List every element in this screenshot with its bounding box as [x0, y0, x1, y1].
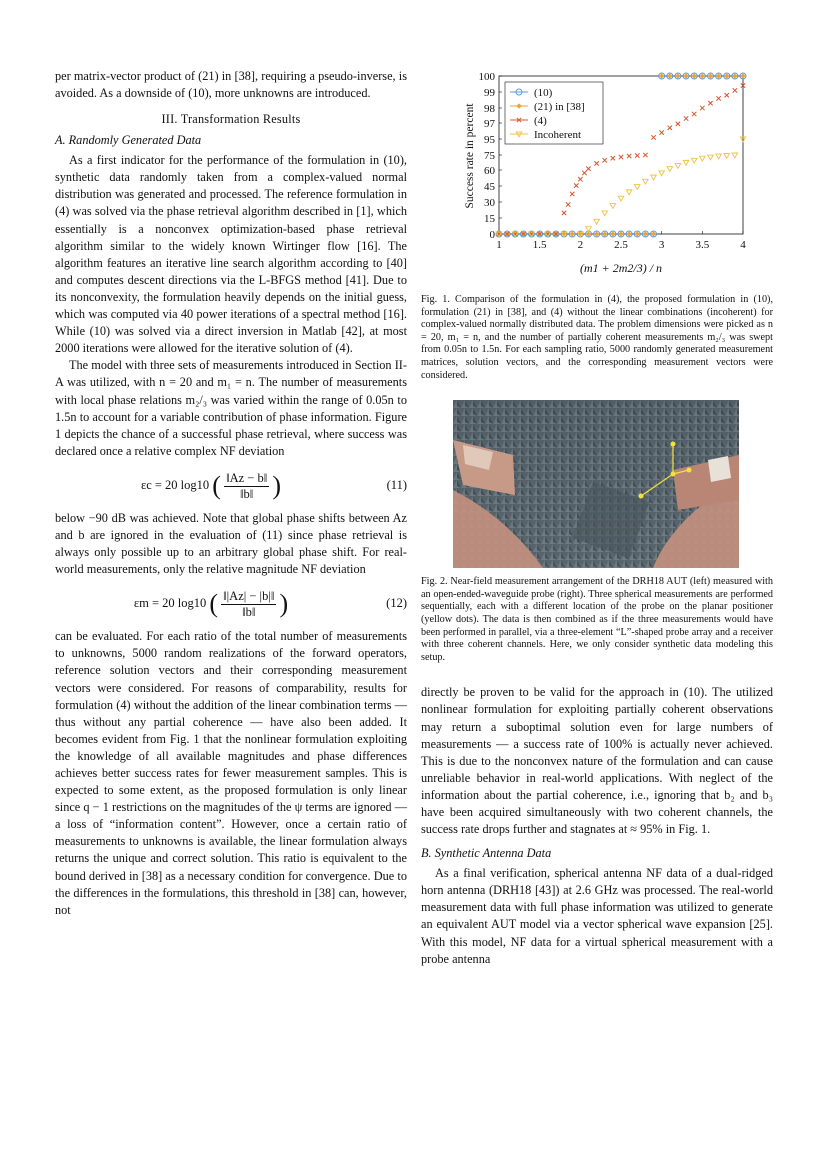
section-title: III. Transformation Results	[161, 112, 301, 127]
data-point	[574, 183, 578, 187]
paragraph-b0: directly be proven to be valid for the approach in (10). The utilized nonlinear formulation for exploiting partially coherent observations may return a suboptimal solution even for large numbers of measurements — a success rate of 100% is actually never achieved. This is due to the nonconvex nature of the formulation and can cause unreliable behavior in real-world applications. With neglect of the information about the partial coherence, i.e., ignoring that b₂ and b₃ have been acquired simultaneously with two coherent channels, the success rate drops further and stagnates at ≈ 95% in Fig. 1.	[421, 685, 773, 837]
equation-12-label: (12)	[386, 596, 407, 611]
data-point	[725, 74, 729, 78]
data-point	[618, 196, 624, 201]
equation-11-label: (11)	[386, 477, 407, 492]
data-point	[578, 177, 582, 181]
figure-1-caption: Fig. 1. Comparison of the formulation in (4), the proposed formulation in (10), formulation (21) in [38], and (4) without the linear combinations (incoherent) for complex-valued normally distributed data. The problem dimensions were picked as n = 20, m₁ = n, and the number of partially coherent measurements m₂/₃ was swept from 0.05n to 1.5n. For each sampling ratio, 5000 randomly generated measurement matrices, solution vectors, and the corresponding measurement vectors were considered.	[421, 294, 773, 381]
data-point	[733, 74, 737, 78]
data-point	[582, 171, 586, 175]
x-tick-label: 4	[740, 239, 746, 251]
data-point	[716, 154, 722, 159]
x-tick-label: 3	[658, 239, 665, 251]
data-point	[692, 112, 696, 116]
paragraph-a4: can be evaluated. For each ratio of the total number of measurements to unknowns, 5000 random realizations of the forward operators, reference solution vectors and their corresponding measurement vectors were considered. For reasons of comparability, results for formulation (4) without the addition of the linear combination terms — thus without any partial coherence — have also been added. It becomes evident from Fig. 1 that the nonlinear formulation exploiting the knowledge of all available magnitudes and phase differences achieves better success rates for fewer measurement samples. This is expected to some extent, as the proposed formulation is only linear since q − 1 restrictions on the magnitudes of the ψ terms are ignored — a loss of “information content”. However, once a certain ratio of measurements to unknowns is available, the linear formulation always returns the unique and correct solution. This ratio is equivalent to the bound derived in [38] as a necessary condition for convergence. Due to the differences in the formulations, this threshold in [38] can, however, not	[55, 629, 407, 917]
y-tick-label: 97	[484, 118, 495, 130]
y-tick-label: 15	[484, 213, 495, 225]
data-point	[725, 93, 729, 97]
subsection-title-b: B. Synthetic Antenna Data	[421, 846, 552, 861]
data-point	[586, 227, 592, 232]
equation-12-numerator: ‖|Az| − |b|‖	[223, 588, 275, 603]
data-point	[570, 232, 574, 236]
left-column	[55, 68, 407, 919]
data-point	[675, 164, 681, 169]
data-point	[603, 232, 607, 236]
y-tick-label: 60	[484, 165, 495, 177]
data-point	[619, 232, 623, 236]
subsection-title-a: A. Randomly Generated Data	[55, 133, 202, 148]
data-point	[684, 74, 688, 78]
y-tick-label: 99	[484, 87, 495, 99]
paragraph-a3: below −90 dB was achieved. Note that global phase shifts between Az and b are ignored in the evaluation of (11) since phase retrieval is always only possible up to an arbitrary global phase shift. For real-world measurements, only the relative magnitude NF deviation	[55, 510, 407, 577]
data-point	[594, 232, 598, 236]
data-point	[635, 232, 639, 236]
data-point	[562, 211, 566, 215]
y-tick-label: 98	[484, 103, 495, 115]
data-point	[716, 96, 720, 100]
data-point	[643, 232, 647, 236]
paragraph-a2: The model with three sets of measurements introduced in Section II-A was utilized, with n = 20 and m₁ = n. The number of measurements with local phase relations m₂/₃ was varied within the range of 0.05n to 1.5n to account for a variable contribution of phase information. Figure 1 depicts the chance of a successful phase retrieval, where success was declared once a relative complex NF deviation	[55, 358, 407, 458]
data-point	[668, 74, 672, 78]
data-point	[700, 156, 706, 161]
data-point	[594, 219, 600, 224]
x-tick-label: 1	[496, 239, 502, 251]
data-point	[708, 74, 712, 78]
equation-12: εm = 20 log10 ( $\frac{‖|Az| - |b|‖}{‖b‖}$ ) (12)	[55, 578, 407, 628]
x-axis-label: (m1 + 2m2/3) / n	[579, 261, 663, 275]
anechoic-chamber-photo	[453, 400, 739, 568]
legend-label: (4)	[534, 115, 547, 127]
data-point	[634, 185, 640, 190]
paragraph-intro: per matrix-vector product of (21) in [38], requiring a pseudo-inverse, is avoided. As a downside of (10), more unknowns are introduced.	[55, 69, 407, 101]
y-tick-label: 95	[484, 134, 495, 146]
equation-11-denominator: ‖b‖	[240, 486, 254, 501]
y-tick-label: 30	[484, 197, 495, 209]
data-point	[610, 204, 616, 209]
data-point	[668, 126, 672, 130]
figure-2-caption: Fig. 2. Near-field measurement arrangement of the DRH18 AUT (left) measured with an open-ended-waveguide probe (right). Three spherical measurements are performed sequentially, each with a different location of the probe on the planar positioner (yellow dots). The data is then combined as if the three measurements would have been performed in parallel, via a three-element “L”-shaped probe array and a receiver with three coherent channels. Here, we only consider synthetic data modeling this setup.	[421, 576, 773, 663]
data-point	[676, 74, 680, 78]
data-point	[716, 74, 720, 78]
data-point	[627, 154, 631, 158]
x-tick-label: 2	[577, 239, 584, 251]
data-point	[667, 167, 673, 172]
paragraph-b1: As a final verification, spherical antenna NF data of a dual-ridged horn antenna (DRH18 [43]) at 2.6 GHz was processed. The real-world measurement data with full phase information was utilized to generate an equivalent AUT model via a vector spherical wave expansion [25]. With this model, NF data for a virtual spherical measurement with a probe antenna	[421, 866, 773, 966]
data-point	[659, 171, 665, 176]
data-point	[566, 202, 570, 206]
data-point	[602, 211, 608, 216]
data-point	[594, 161, 598, 165]
data-point	[570, 192, 574, 196]
data-point	[586, 166, 590, 170]
y-axis-label: Success rate in percent	[464, 103, 476, 209]
equation-11-lhs: εc = 20 log10	[140, 477, 210, 492]
data-point	[651, 135, 655, 139]
data-point	[708, 155, 714, 160]
data-point	[659, 130, 663, 134]
legend-label: (10)	[534, 87, 553, 99]
data-point	[635, 153, 639, 157]
data-point	[611, 156, 615, 160]
data-point	[619, 155, 623, 159]
equation-11: εc = 20 log10 ( $\frac{‖Az - b‖}{‖b‖}$ ) (11)	[55, 460, 407, 510]
y-tick-label: 45	[484, 181, 495, 193]
data-point	[651, 175, 657, 180]
x-tick-label: 2.5	[614, 239, 628, 251]
equation-11-numerator: ‖Az − b‖	[226, 470, 268, 485]
data-point	[676, 122, 680, 126]
data-point	[700, 106, 704, 110]
data-point	[741, 74, 745, 78]
data-point	[692, 74, 696, 78]
legend-label: (21) in [38]	[534, 101, 585, 113]
figure-2-photo	[453, 400, 739, 568]
y-tick-label: 100	[478, 71, 495, 83]
x-tick-label: 1.5	[532, 239, 547, 251]
equation-12-lhs: εm = 20 log10	[133, 596, 207, 611]
right-column	[421, 68, 773, 968]
data-point	[724, 154, 730, 159]
paragraph-a1: As a first indicator for the performance of the formulation in (10), synthetic data randomly taken from a complex-valued normal distribution was generated and processed. The reference formulation in (4) was solved via the phase retrieval algorithm described in [1], which essentially is a nonconvex optimization-based phase retrieval algorithm similar to the widely known Wirtinger flow [16]. The algorithm features an iterative line search algorithm according to [40] and computes descent directions via the L-BFGS method [41]. Due to its nonconvexity, the formulation heavily depends on the initial guess, which was computed via 40 power iterations of a spectral method [16]. While (10) was solved via a direct inversion in Matlab [42], at most 2000 iterations were allowed for the iterative solution of (4).	[55, 153, 407, 356]
data-point	[691, 158, 697, 163]
data-point	[683, 160, 689, 165]
data-point	[611, 232, 615, 236]
equation-12-denominator: ‖b‖	[242, 604, 256, 619]
data-point	[643, 179, 649, 184]
figure-1-chart	[421, 68, 773, 288]
success-rate-chart	[421, 68, 773, 288]
data-point	[627, 232, 631, 236]
data-point	[651, 232, 655, 236]
data-point	[626, 190, 632, 195]
y-tick-label: 75	[484, 150, 495, 162]
data-point	[643, 153, 647, 157]
x-tick-label: 3.5	[695, 239, 710, 251]
data-point	[708, 101, 712, 105]
data-point	[733, 88, 737, 92]
data-point	[659, 74, 663, 78]
data-point	[732, 153, 738, 158]
data-point	[700, 74, 704, 78]
data-point	[586, 232, 590, 236]
data-point	[684, 116, 688, 120]
data-point	[603, 158, 607, 162]
y-tick-label: 0	[489, 229, 495, 241]
legend-label: Incoherent	[534, 129, 582, 141]
